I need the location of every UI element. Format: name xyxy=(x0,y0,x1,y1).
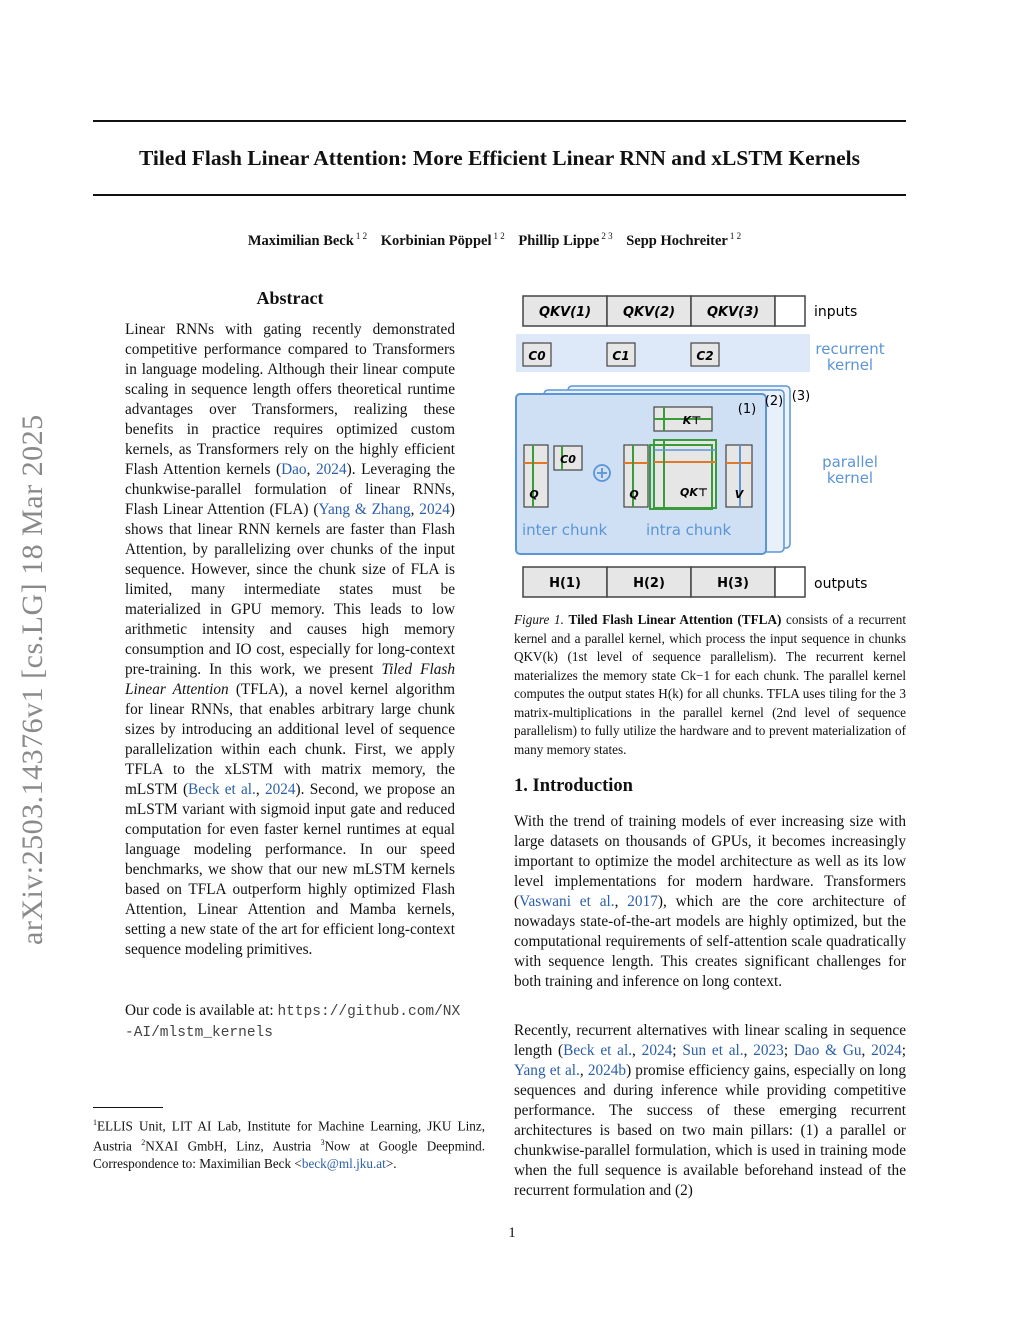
input-label: QKV(1) xyxy=(538,305,592,320)
author-name: Phillip Lippe xyxy=(518,233,600,249)
citation-link[interactable]: 2024 xyxy=(316,461,347,478)
input-label: QKV(2) xyxy=(622,305,676,320)
paragraph-text: ), which are the core architecture of nowadays state-of-the-art models are highly optimized, but the computational requirements of self-attention scale quadratically with sequence length. This creates significant challenges for both training and inference on long context. xyxy=(514,893,906,990)
outputs-label: outputs xyxy=(814,576,868,592)
section-heading: 1. Introduction xyxy=(514,776,633,796)
output-label: H(1) xyxy=(549,576,581,591)
inputs-label: inputs xyxy=(814,304,858,320)
inter-chunk-label: inter chunk xyxy=(522,521,608,539)
paper-title: Tiled Flash Linear Attention: More Efficient Linear RNN and xLSTM Kernels xyxy=(138,146,861,170)
parallel-kernel-label-line1: parallel xyxy=(822,453,878,471)
abstract-text: Linear RNNs with gating recently demonstrated competitive performance compared to Transformers in language modeling. Although their linear compute scaling in sequence length offers theoretical runtime advantages over Transformers, realizing these benefits in practice requires optimized custom kernels, as Transformers rely on the highly efficient Flash Attention kernels ( xyxy=(125,321,455,478)
paragraph-text: ; xyxy=(672,1042,683,1059)
author-affiliation: 1 2 xyxy=(355,231,368,241)
q-label: Q xyxy=(529,488,539,501)
caption-text: consists of a recurrent kernel and a parallel kernel, which process the input sequence in chunks QKV(k) (1st level of sequence parallelism). The recurrent kernel materializes the memory state Ck−1 for each chunk. The parallel kernel computes the output states H(k) for all chunks. TFLA uses tiling for the 3 matrix-multiplications in the parallel kernel (2nd level of sequence parallelism) to fully utilize the hardware and to prevent materialization of many memory states. xyxy=(514,612,906,757)
abstract-emphasis: Tiled Flash Linear Attention xyxy=(125,661,455,698)
caption-title: Tiled Flash Linear Attention (TFLA) xyxy=(568,612,782,627)
abstract-text: ) shows that linear RNN kernels are faster than Flash Attention, by parallelizing over chunks of the input sequence. However, since the chunk size of FLA is limited, many intermediate states must be materialized in GPU memory. This leads to low arithmetic intensity and causes high memory consumption and IO cost, especially for long-context pre-training. In this work, we present xyxy=(125,501,455,678)
footnote-mark: 1 xyxy=(93,1118,97,1127)
chunk-id: (2) xyxy=(764,394,784,409)
code-availability xyxy=(125,1001,465,1043)
citation-link[interactable]: 2024 xyxy=(264,781,296,798)
author-affiliation: 1 2 xyxy=(493,231,505,241)
footnote-text: Now at Google Deepmind. Correspondence to: Maximilian Beck < xyxy=(93,1138,486,1171)
citation-link[interactable]: 2024 xyxy=(641,1042,673,1059)
footnote-text: >. xyxy=(385,1155,397,1171)
abstract-heading: Abstract xyxy=(256,288,324,308)
output-label: H(3) xyxy=(717,576,749,591)
citation-link[interactable]: Yang & Zhang xyxy=(318,501,411,518)
v-label: V xyxy=(734,488,744,501)
code-url-link[interactable]: https://github.com/NX-AI/mlstm_kernels xyxy=(125,1004,461,1041)
kt-label: K⊤ xyxy=(682,414,702,427)
abstract-text: ). Second, we propose an mLSTM variant with sigmoid input gate and reduced computation for even faster kernel runtimes at equal language modeling performance. In our speed benchmarks, we show that our new mLSTM kernels based on TFLA outperform highly optimized Flash Attention, Linear Attention and Mamba kernels, setting a new state of the art for efficient long-context sequence modeling primitives. xyxy=(125,781,456,958)
author-affiliation: 2 3 xyxy=(601,231,613,241)
recurrent-kernel-label-line1: recurrent xyxy=(815,340,885,358)
output-label: H(2) xyxy=(633,576,665,591)
output-box xyxy=(775,567,805,597)
author-name: Sepp Hochreiter xyxy=(626,233,728,249)
caption-label: Figure 1. xyxy=(514,612,564,627)
abstract-body xyxy=(125,320,455,960)
abstract-text: , xyxy=(306,461,316,478)
citation-link[interactable]: 2024 xyxy=(871,1042,902,1059)
citation-link[interactable]: Vaswani et al. xyxy=(519,893,615,910)
intro-paragraph-1 xyxy=(514,812,906,992)
abstract-text: ). Leveraging the chunkwise-parallel formulation of linear RNNs, Flash Linear Attention (FLA) ( xyxy=(125,461,456,518)
author-list xyxy=(93,231,906,250)
input-box xyxy=(775,296,805,326)
parallel-kernel-label-line2: kernel xyxy=(826,469,874,487)
footnote-text: NXAI GmbH, Linz, Austria xyxy=(145,1138,321,1154)
footnote-mark: 2 xyxy=(141,1138,146,1148)
qkt-label: QK⊤ xyxy=(680,486,708,499)
paragraph-text: ; xyxy=(783,1042,794,1059)
paragraph-text: With the trend of training models of ever increasing size with large datasets on thousands of GPUs, it becomes increasingly important to optimize the model architecture as well as its low level implementations for modern hardware. Transformers ( xyxy=(514,813,906,910)
footnote-mark: 3 xyxy=(320,1138,325,1148)
citation-link[interactable]: 2017 xyxy=(627,893,658,910)
state-label: C0 xyxy=(528,349,546,363)
intra-chunk-label: intra chunk xyxy=(646,521,732,539)
q-label: Q xyxy=(629,488,639,501)
abstract-text: (TFLA), a novel kernel algorithm for linear RNNs, that enables arbitrary large chunk sizes by introducing an additional level of sequence parallelization within each chunk. First, we apply TFLA to the xLSTM with matrix memory, the mLSTM ( xyxy=(125,681,455,798)
state-label: C1 xyxy=(612,349,630,363)
citation-link[interactable]: Yang et al. xyxy=(514,1062,580,1079)
chunk-id: (3) xyxy=(791,389,811,404)
abstract-text: , xyxy=(255,781,265,798)
paragraph-text: , xyxy=(579,1062,588,1079)
citation-link[interactable]: 2023 xyxy=(753,1042,784,1059)
abstract-text: , xyxy=(410,501,420,518)
email-link[interactable]: beck@ml.jku.at xyxy=(301,1155,386,1171)
figure-1-diagram xyxy=(514,290,909,600)
paragraph-text: , xyxy=(614,893,628,910)
citation-link[interactable]: Beck et al. xyxy=(563,1042,633,1059)
input-row xyxy=(523,296,857,326)
citation-link[interactable]: 2024 xyxy=(419,501,450,518)
author-name: Maximilian Beck xyxy=(247,233,354,249)
paragraph-text: ; xyxy=(901,1042,907,1059)
paragraph-text: , xyxy=(632,1042,642,1059)
recurrent-kernel-label-line2: kernel xyxy=(826,356,874,374)
c0-label: C0 xyxy=(560,453,576,466)
paragraph-text: , xyxy=(861,1042,872,1059)
input-label: QKV(3) xyxy=(706,305,760,320)
chunk-id: (1) xyxy=(737,402,757,417)
title-top-rule xyxy=(93,120,906,122)
citation-link[interactable]: Beck et al. xyxy=(188,781,256,798)
affiliations-footnote xyxy=(93,1114,485,1172)
author-affiliation: 1 2 xyxy=(729,231,742,241)
paragraph-text: , xyxy=(743,1042,754,1059)
code-prefix: Our code is available at: xyxy=(125,1002,278,1019)
figure-1-caption xyxy=(514,611,906,759)
footnote-text: ELLIS Unit, LIT AI Lab, Institute for Machine Learning, JKU Linz, Austria xyxy=(93,1118,485,1154)
citation-link[interactable]: 2024b xyxy=(587,1062,627,1079)
arxiv-stamp: arXiv:2503.14376v1 [cs.LG] 18 Mar 2025 xyxy=(16,414,49,945)
citation-link[interactable]: Dao xyxy=(281,461,307,478)
state-label: C2 xyxy=(696,349,714,363)
title-bottom-rule xyxy=(93,194,906,196)
citation-link[interactable]: Sun et al. xyxy=(682,1042,744,1059)
recurrent-kernel-band xyxy=(516,334,810,372)
paragraph-text: Recently, recurrent alternatives with linear scaling in sequence length ( xyxy=(514,1022,906,1059)
citation-link[interactable]: Dao & Gu xyxy=(793,1042,862,1059)
author-name: Korbinian Pöppel xyxy=(380,233,492,249)
footnote-rule xyxy=(93,1107,163,1108)
paragraph-text: ) promise efficiency gains, especially on long sequences and during inference while providing competitive performance. The success of these emerging recurrent architectures is based on two main pillars: (1) a parallel or chunkwise-parallel formulation, which is used in training mode when the full sequence is available beforehand instead of the recurrent formulation and (2) xyxy=(514,1062,907,1199)
page-number: 1 xyxy=(508,1225,516,1241)
intro-paragraph-2 xyxy=(514,1021,906,1201)
